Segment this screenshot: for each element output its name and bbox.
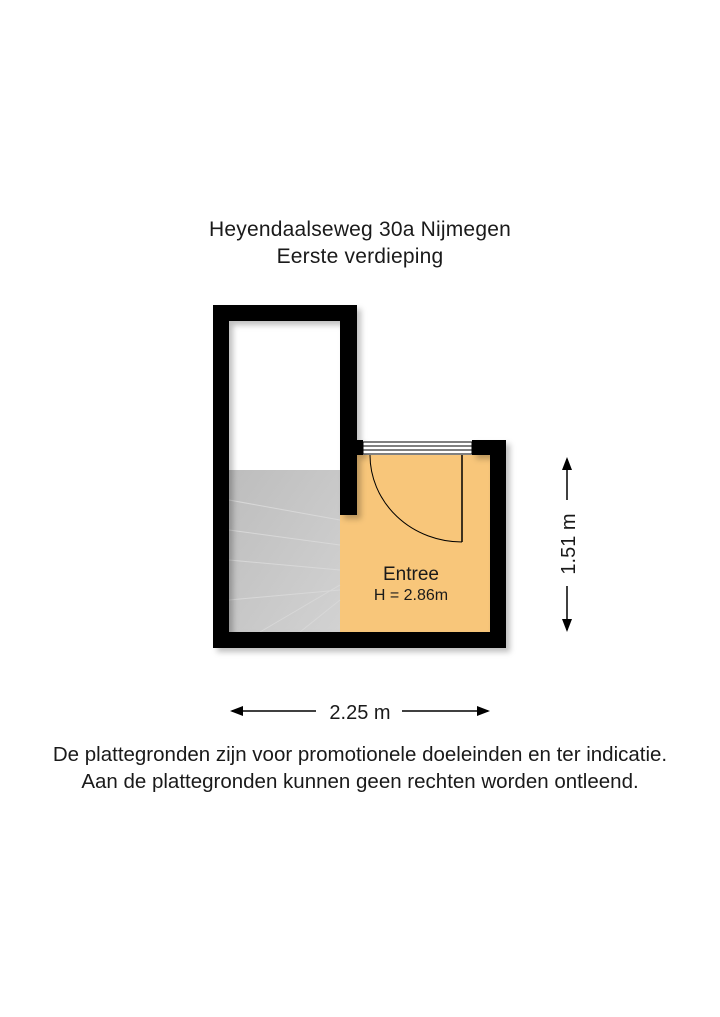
plan-address-title: Heyendaalseweg 30a Nijmegen [209, 218, 511, 241]
room-height-label: H = 2.86m [373, 587, 449, 604]
plan-floor-title: Eerste verdieping [276, 245, 444, 268]
entree-room-floor [340, 455, 490, 632]
depth-dimension [558, 457, 580, 632]
staircase [229, 470, 340, 632]
width-dimension-label: 2.25 m [329, 702, 391, 724]
disclaimer-line-1: De plattegronden zijn voor promotionele doeleinden en ter indicatie. [52, 743, 668, 766]
room-name-label: Entree [383, 564, 439, 585]
width-dimension [230, 702, 490, 724]
window [363, 442, 472, 454]
disclaimer-line-2: Aan de plattegronden kunnen geen rechten worden ontleend. [81, 770, 639, 793]
depth-dimension-label: 1.51 m [558, 513, 580, 575]
